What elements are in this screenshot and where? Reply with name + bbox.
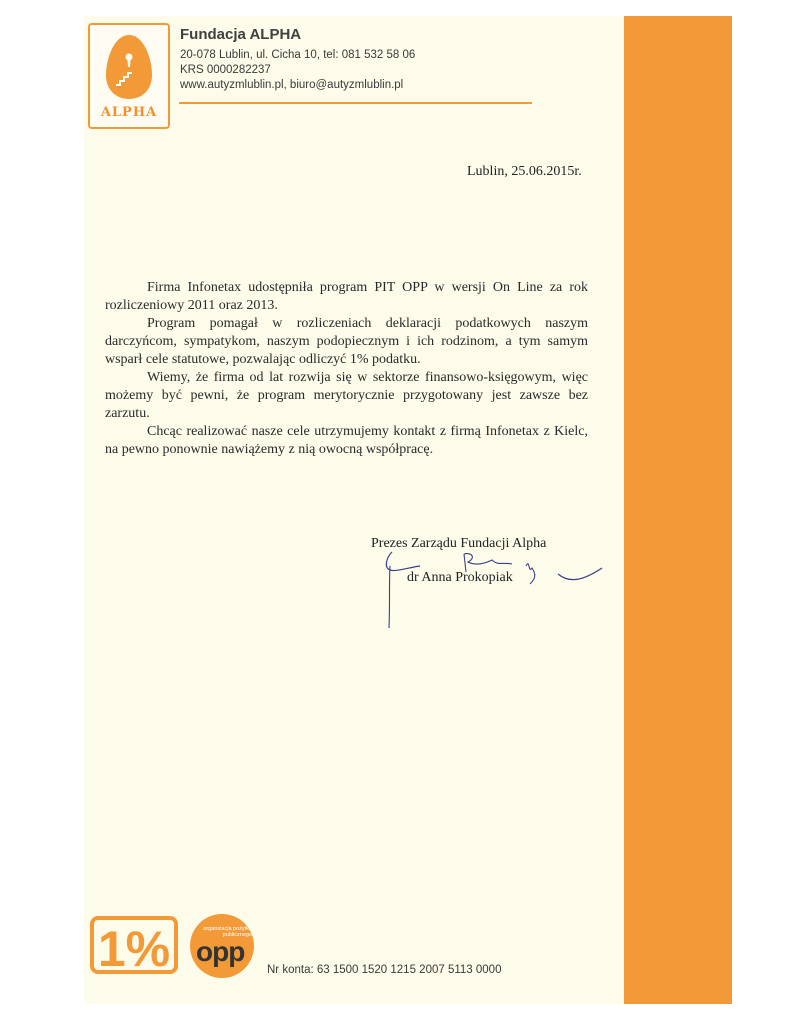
paragraph-3: Wiemy, że firma od lat rozwija się w sektorze finansowo-księgowym, więc możemy być pewni, że program merytorycznie przygotowany jest zawsze bez zarzutu. xyxy=(105,370,588,421)
contact-web-line: www.autyzmlublin.pl, biuro@autyzmlublin.pl xyxy=(180,79,404,91)
address-line: 20-078 Lublin, ul. Cicha 10, tel: 081 532 58 06 xyxy=(180,49,416,61)
signatory-name: dr Anna Prokopiak xyxy=(407,570,513,585)
orange-side-band xyxy=(624,16,732,1004)
paragraph-1: Firma Infonetax udostępniła program PIT OPP w wersji On Line za rok rozliczeniowy 2011 oraz 2013. xyxy=(105,280,588,313)
letter-page xyxy=(84,16,732,1004)
paragraph-4: Chcąc realizować nasze cele utrzymujemy kontakt z firmą Infonetax z Kielc, na pewno ponownie nawiążemy z nią owocną współpracę. xyxy=(105,424,588,457)
one-percent-logo: 1% xyxy=(90,916,178,974)
opp-wordmark: opp xyxy=(196,936,245,967)
opp-caption: organizacja pożytku publicznego xyxy=(203,926,252,938)
letter-date: Lublin, 25.06.2015r. xyxy=(467,164,582,179)
opp-logo xyxy=(190,914,254,978)
paragraph-2: Program pomagał w rozliczeniach deklaracji podatkowych naszym darczyńcom, sympatykom, naszym podopiecznym i ich rodzinom, a tym samym wsparł cele statutowe, pozwalając odliczyć 1% podatku. xyxy=(105,316,588,367)
logo-wordmark: ALPHA xyxy=(100,105,158,120)
letter-body xyxy=(105,279,588,459)
organization-name: Fundacja ALPHA xyxy=(180,26,302,43)
header-divider xyxy=(179,102,532,104)
bank-account: Nr konta: 63 1500 1520 1215 2007 5113 0000 xyxy=(267,964,502,976)
handwritten-signature xyxy=(380,544,610,630)
egg-icon xyxy=(104,33,154,101)
signatory-title: Prezes Zarządu Fundacji Alpha xyxy=(371,536,547,551)
krs-line: KRS 0000282237 xyxy=(180,64,271,76)
foundation-logo xyxy=(88,23,170,129)
